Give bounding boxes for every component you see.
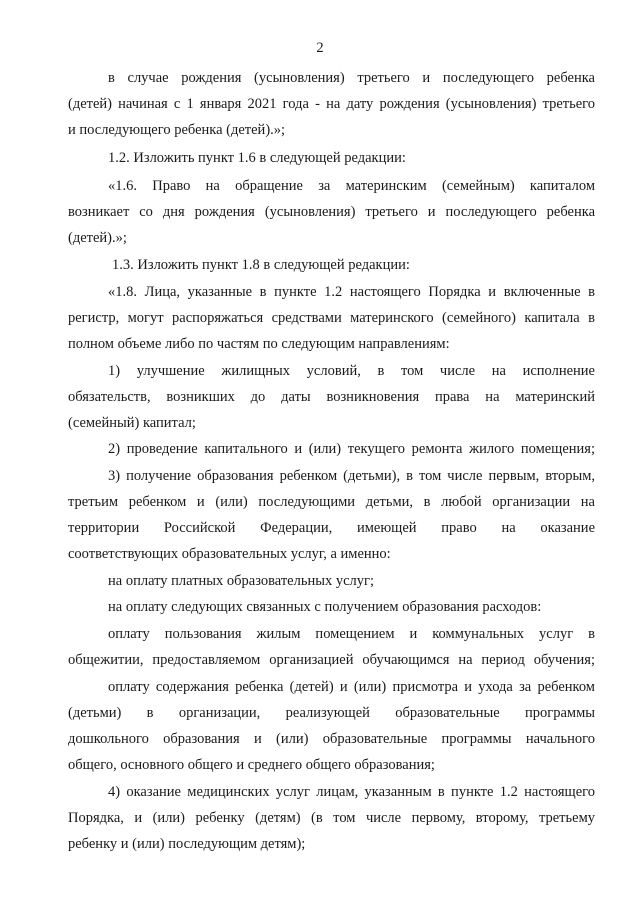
text-line: 1.2. Изложить пункт 1.6 в следующей редакции: (108, 150, 406, 166)
text-line: регистр, могут распоряжаться средствами материнского (семейного) капитала в (68, 310, 595, 326)
text-line: общежитии, предоставляемом организацией обучающимся на период обучения; (68, 652, 595, 668)
text-line: Порядка, и (или) ребенку (детям) (в том числе первому, второму, третьему (68, 810, 595, 826)
text-line: и последующего ребенка (детей).»; (68, 122, 286, 138)
text-line: дошкольного образования и (или) образовательные программы начального (68, 731, 595, 747)
text-line: общего, основного общего и среднего общего образования; (68, 757, 435, 773)
text-line: территории Российской Федерации, имеющей право на оказание (68, 520, 595, 536)
text-line: обязательств, возникших до даты возникновения права на материнский (68, 389, 595, 405)
text-line: «1.8. Лица, указанные в пункте 1.2 настоящего Порядка и включенные в (108, 284, 595, 300)
text-line: 3) получение образования ребенком (детьми), в том числе первым, вторым, (108, 468, 595, 484)
text-line: соответствующих образовательных услуг, а именно: (68, 546, 391, 562)
text-line: 1.3. Изложить пункт 1.8 в следующей редакции: (112, 257, 410, 273)
text-line: возникает со дня рождения (усыновления) третьего и последующего ребенка (68, 204, 595, 220)
text-line: на оплату платных образовательных услуг; (108, 573, 374, 589)
text-line: ребенку и (или) последующим детям); (68, 836, 306, 852)
text-line: в случае рождения (усыновления) третьего и последующего ребенка (108, 70, 595, 86)
text-line: 2) проведение капитального и (или) текущего ремонта жилого помещения; (108, 441, 595, 457)
text-line: 1) улучшение жилищных условий, в том числе на исполнение (108, 363, 595, 379)
text-line: третьим ребенком и (или) последующими детьми, в любой организации на (68, 494, 595, 510)
text-line: 4) оказание медицинских услуг лицам, указанным в пункте 1.2 настоящего (108, 784, 595, 800)
text-line: на оплату следующих связанных с получением образования расходов: (108, 599, 542, 615)
text-line: (детьми) в организации, реализующей образовательные программы (68, 705, 595, 721)
page-number: 2 (316, 40, 324, 56)
text-line: оплату пользования жилым помещением и коммунальных услуг в (108, 626, 595, 642)
text-line: оплату содержания ребенка (детей) и (или) присмотра и ухода за ребенком (108, 679, 595, 695)
text-line: (детей).»; (68, 230, 127, 246)
text-line: (детей) начиная с 1 января 2021 года - на дату рождения (усыновления) третьего (68, 96, 595, 112)
text-line: полном объеме либо по частям по следующим направлениям: (68, 336, 450, 352)
text-line: «1.6. Право на обращение за материнским (семейным) капиталом (108, 178, 595, 194)
text-line: (семейный) капитал; (68, 415, 196, 431)
